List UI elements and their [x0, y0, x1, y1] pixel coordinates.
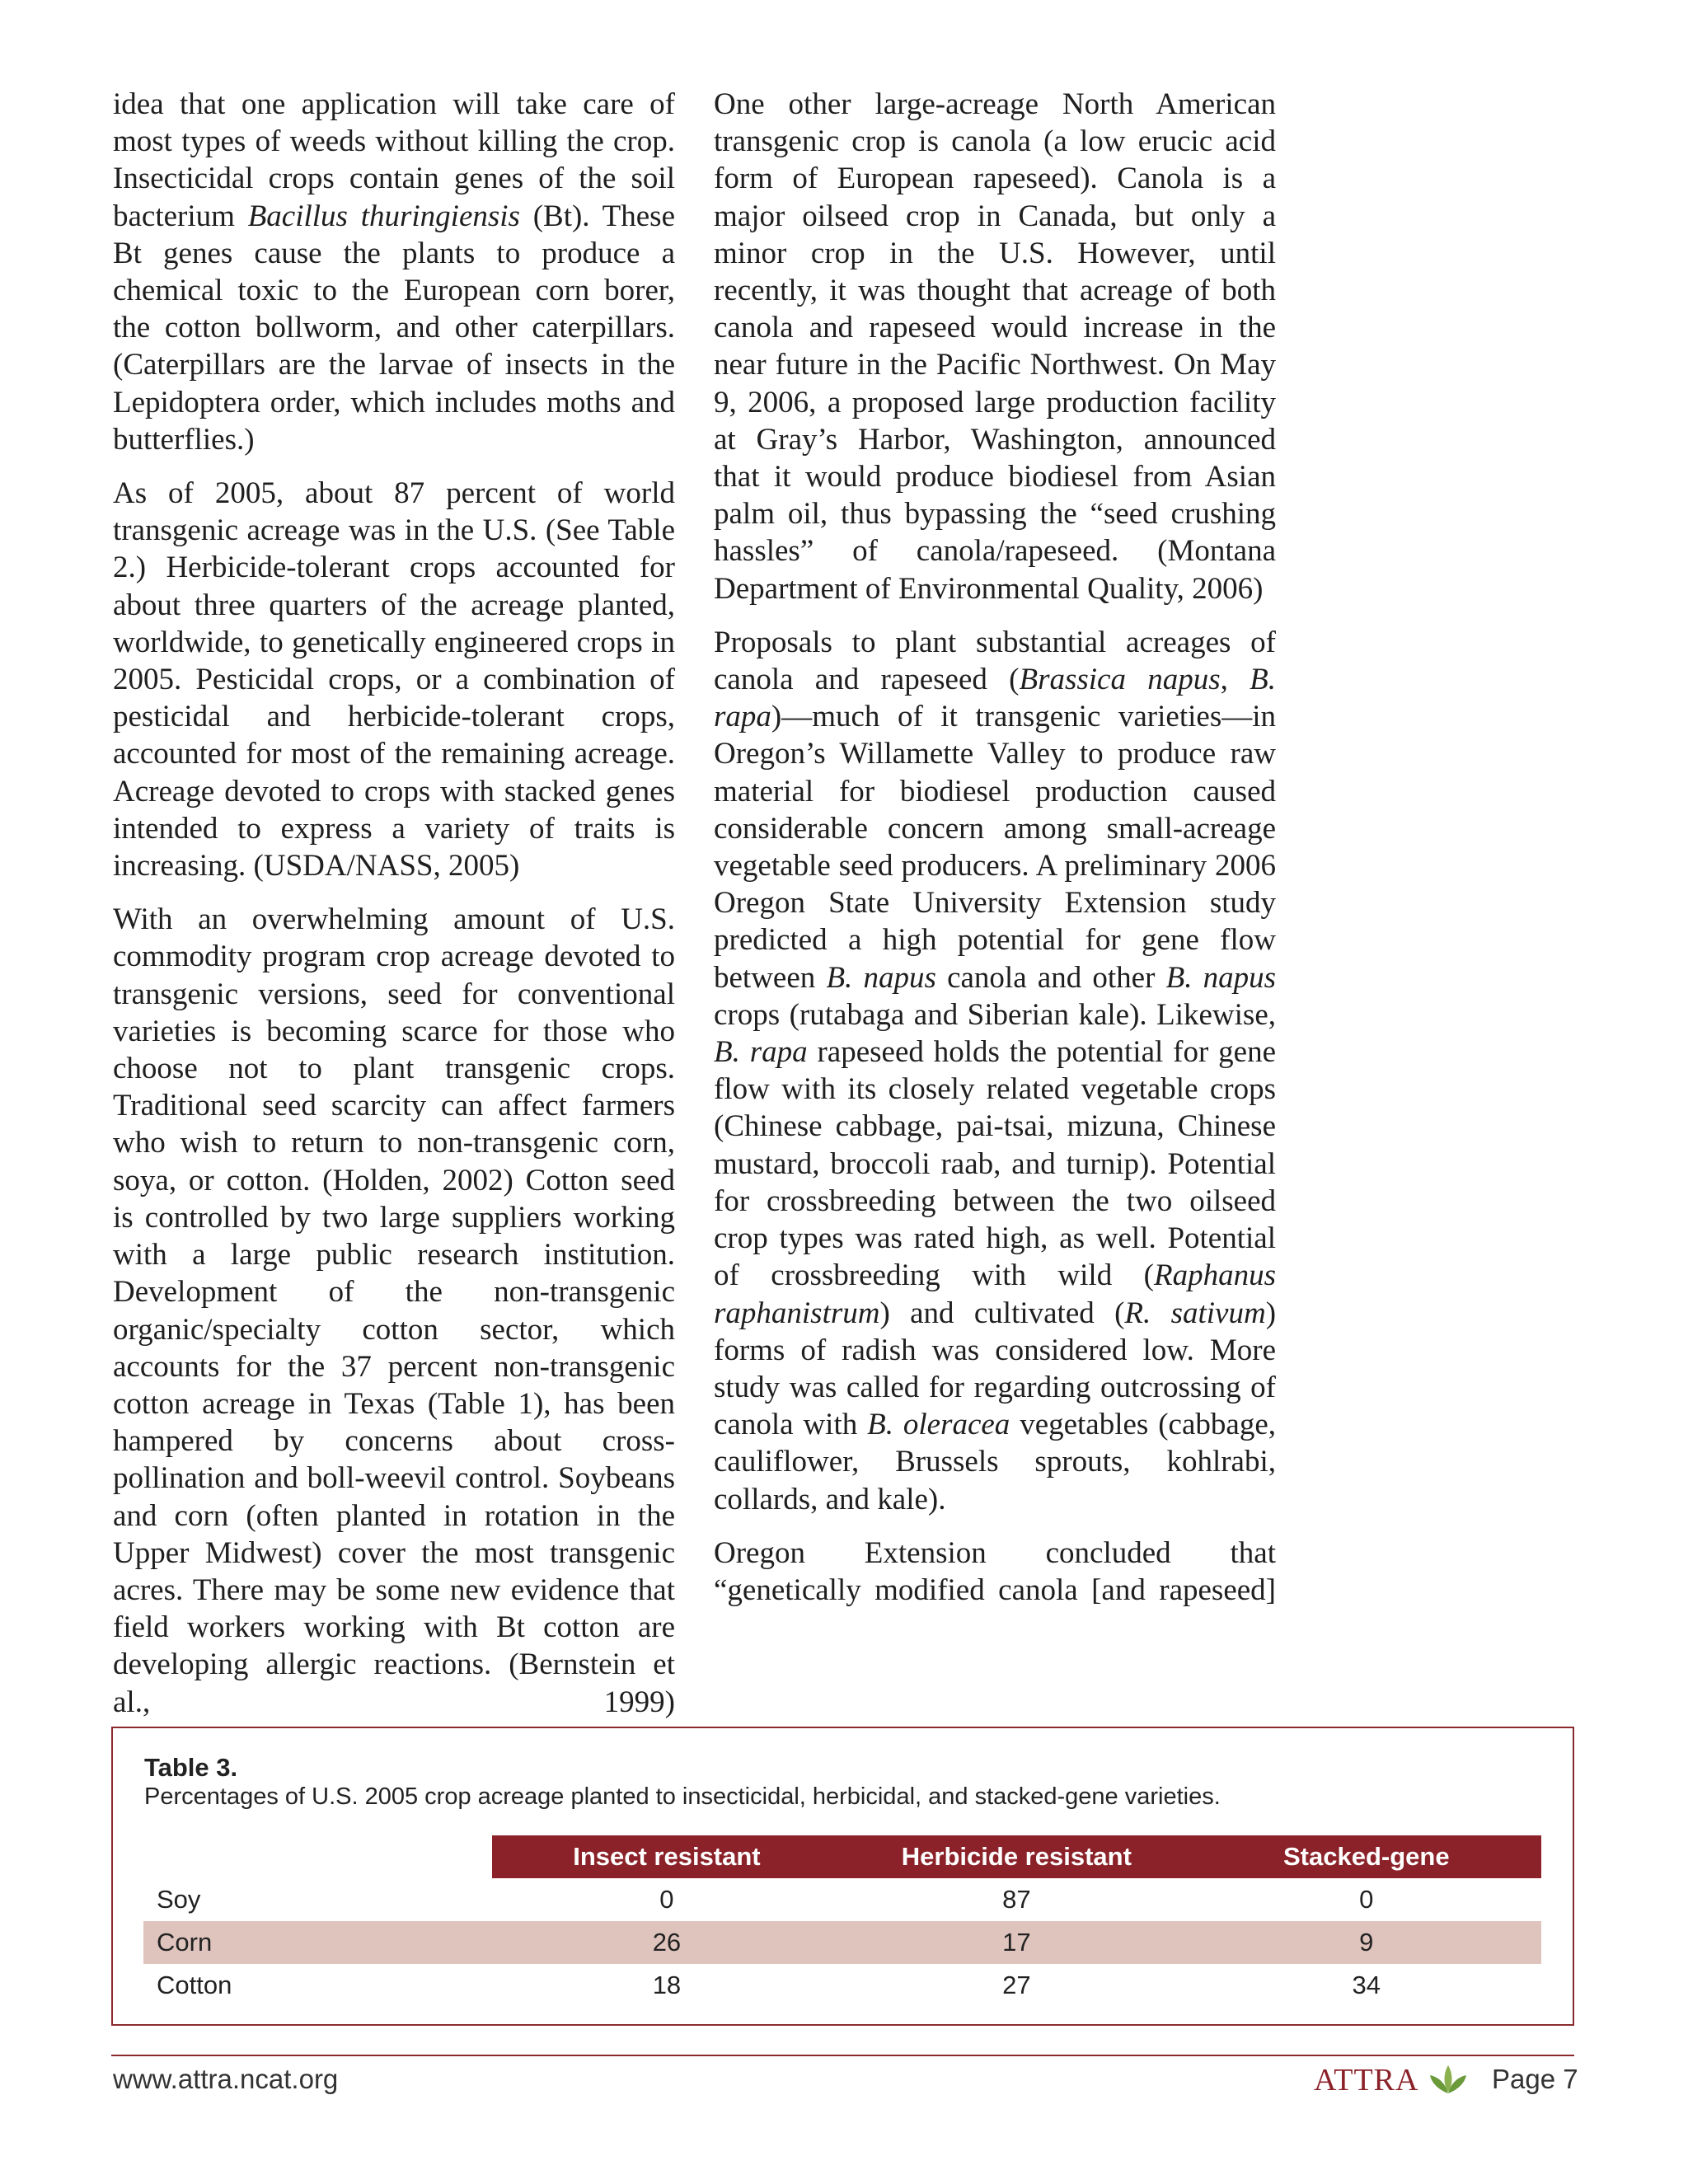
- table-row: [143, 1878, 1541, 1921]
- page-number: Page 7: [1492, 2064, 1578, 2094]
- table-row: [143, 1921, 1541, 1964]
- herbicide-resistant-value: 27: [1002, 1971, 1031, 1999]
- body-paragraph: idea that one application will take care of most types of weeds without killing the crop. Insecticidal crops contain genes of the soil bacterium Bacillus thuringiensis (Bt). These Bt genes cause the plants to produce a chemical toxic to the European corn borer, the cotton bollworm, and other caterpillars. (Caterpillars are the larvae of insects in the Lepidoptera order, which includes moths and butterflies.): [113, 87, 675, 457]
- crop-name: Soy: [157, 1885, 201, 1914]
- table-header-row: [143, 1835, 1541, 1878]
- species-name: Raphanus raphanistrum: [714, 1258, 1276, 1330]
- footer-url[interactable]: www.attra.ncat.org: [113, 2064, 339, 2094]
- crop-name: Cotton: [157, 1971, 232, 1999]
- species-name: Bacillus thuringiensis: [247, 199, 520, 233]
- body-paragraph: Oregon Extension concluded that “genetically modified canola [and rapeseed]: [714, 1535, 1276, 1607]
- body-paragraph: Proposals to plant substantial acreages of canola and rapeseed (Brassica napus, B. rapa)—much of it transgenic varieties—in Oregon’s Willamette Valley to produce raw material for biodiesel production caused considerable concern among small-acreage vegetable seed producers. A preliminary 2006 Oregon State University Extension study predicted a high potential for gene flow between B. napus canola and other B. napus crops (rutabaga and Siberian kale). Likewise, B. rapa rapeseed holds the potential for gene flow with its closely related vegetable crops (Chinese cabbage, pai-tsai, mizuna, Chinese mustard, broccoli raab, and turnip). Potential for crossbreeding between the two oilseed crop types was rated high, as well. Potential of crossbreeding with wild (Raphanus raphanistrum) and cultivated (R. sativum) forms of radish was considered low. More study was called for regarding outcrossing of canola with B. oleracea vegetables (cabbage, cauliflower, Brussels sprouts, kohlrabi, collards, and kale).: [714, 625, 1277, 1516]
- attra-logo-text: ATTRA: [1314, 2063, 1419, 2097]
- header-blank: [143, 1835, 492, 1878]
- crop-name: Corn: [143, 1921, 492, 1964]
- header-insect-resistant: Insect resistant: [492, 1835, 842, 1878]
- herbicide-resistant-value: 87: [1002, 1885, 1031, 1914]
- stacked-gene-value: 34: [1352, 1971, 1381, 1999]
- body-paragraph: As of 2005, about 87 percent of world transgenic acreage was in the U.S. (See Table 2.) Herbicide-tolerant crops accounted for about three quarters of the acreage planted, worldwide, to genetically engineered crops in 2005. Pesticidal crops, or a combination of pesticidal and herbicide-tolerant crops, accounted for most of the remaining acreage. Acreage devoted to crops with stacked genes intended to express a variety of traits is increasing. (USDA/NASS, 2005): [113, 476, 675, 883]
- table-caption: Percentages of U.S. 2005 crop acreage planted to insecticidal, herbicidal, and stacked-gene varieties.: [144, 1783, 1221, 1810]
- table-row: [143, 1964, 1541, 2007]
- stacked-gene-value: 0: [1359, 1885, 1374, 1914]
- table-3-box: [111, 1727, 1574, 2026]
- species-name: Brassica napus: [1019, 663, 1221, 697]
- right-text-column: [714, 86, 1276, 1625]
- species-name: B. rapa: [714, 663, 1277, 734]
- insect-resistant-value: 0: [659, 1885, 674, 1914]
- crop-acreage-table: [143, 1835, 1541, 2007]
- table-title: Table 3.: [144, 1753, 238, 1782]
- species-name: B. napus: [826, 960, 936, 995]
- header-stacked-gene: Stacked-gene: [1192, 1835, 1541, 1878]
- species-name: B. napus: [1165, 960, 1277, 995]
- species-name: B. oleracea: [867, 1408, 1010, 1442]
- species-name: B. rapa: [714, 1035, 808, 1070]
- body-paragraph: With an overwhelming amount of U.S. commodity program crop acreage devoted to transgenic versions, seed for conventional varieties is becoming scarce for those who choose not to plant transgenic crops. Traditional seed scarcity can affect farmers who wish to return to non-transgenic corn, soya, or cotton. (Holden, 2002) Cotton seed is controlled by two large suppliers working with a large public research institution. Development of the non-transgenic organic/specialty cotton sector, which accounts for the 37 percent non-transgenic cotton acreage in Texas (Table 1), has been hampered by concerns about cross-pollination and boll-weevil control. Soybeans and corn (often planted in rotation in the Upper Midwest) cover the most transgenic acres. There may be some new evidence that field workers working with Bt cotton are developing allergic reactions. (Bernstein et al., 1999): [113, 902, 675, 1719]
- left-text-column: [113, 86, 675, 1737]
- species-name: R. sativum: [1124, 1296, 1266, 1330]
- insect-resistant-value: 18: [652, 1971, 682, 1999]
- herbicide-resistant-value: 17: [842, 1921, 1191, 1964]
- stacked-gene-value: 9: [1192, 1921, 1541, 1964]
- body-paragraph: One other large-acreage North American transgenic crop is canola (a low erucic acid form of European rapeseed). Canola is a major oilseed crop in Canada, but only a minor crop in the U.S. However, until recently, it was thought that acreage of both canola and rapeseed would increase in the near future in the Pacific Northwest. On May 9, 2006, a proposed large production facility at Gray’s Harbor, Washington, announced that it would produce biodiesel from Asian palm oil, thus bypassing the “seed crushing hassles” of canola/rapeseed. (Montana Department of Environmental Quality, 2006): [714, 87, 1276, 606]
- leaf-logo-icon: [1428, 2064, 1469, 2097]
- header-herbicide-resistant: Herbicide resistant: [842, 1835, 1191, 1878]
- footer-divider: [111, 2055, 1574, 2056]
- insect-resistant-value: 26: [492, 1921, 842, 1964]
